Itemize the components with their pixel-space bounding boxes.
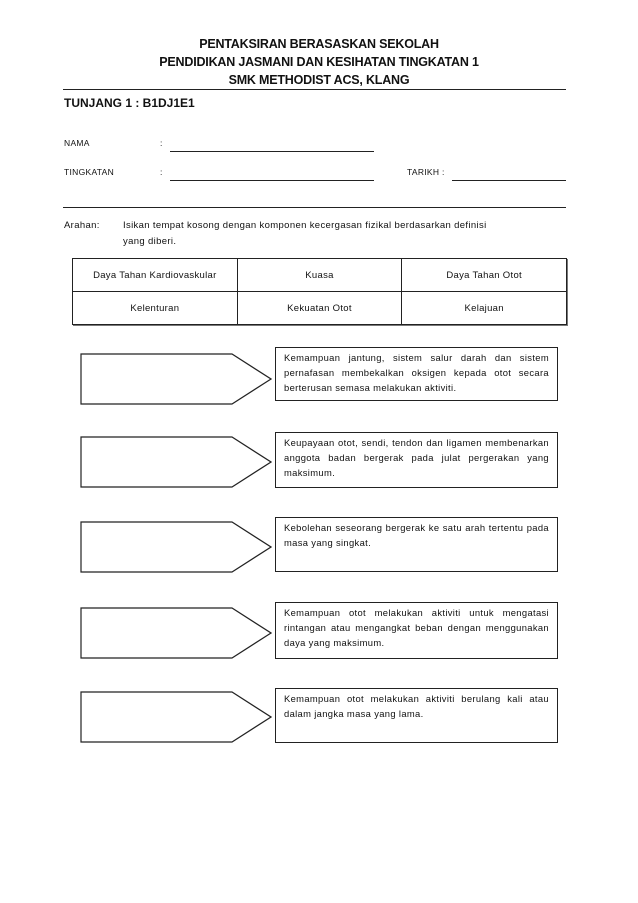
options-row: [73, 292, 567, 325]
tingkatan-colon: :: [160, 167, 163, 177]
tunjang-title: TUNJANG 1 : B1DJ1E1: [64, 96, 195, 110]
option-cell: Kelajuan: [402, 292, 567, 325]
answer-arrow-box-5[interactable]: [80, 691, 272, 743]
definition-box-4: Kemampuan otot melakukan aktiviti untuk mengatasi rintangan atau mengangkat beban dengan menggunakan daya yang maksimum.: [275, 602, 558, 659]
arahan-text-1: Isikan tempat kosong dengan komponen kecergasan fizikal berdasarkan definisi: [123, 220, 487, 231]
header-line-1: PENTAKSIRAN BERASASKAN SEKOLAH: [199, 37, 439, 51]
arahan-label: Arahan:: [64, 220, 100, 231]
nama-label: NAMA: [64, 138, 90, 148]
option-cell: Daya Tahan Otot: [402, 259, 567, 292]
answer-arrow-box-3[interactable]: [80, 521, 272, 573]
header-rule: [63, 89, 566, 90]
option-cell: Kekuatan Otot: [237, 292, 402, 325]
nama-colon: :: [160, 138, 163, 148]
answer-arrow-box-2[interactable]: [80, 436, 272, 488]
tingkatan-label: TINGKATAN: [64, 167, 115, 177]
option-cell: Kelenturan: [73, 292, 238, 325]
definition-box-5: Kemampuan otot melakukan aktiviti berulang kali atau dalam jangka masa yang lama.: [275, 688, 558, 743]
options-row: [73, 259, 567, 292]
section-rule: [63, 207, 566, 208]
options-table: [72, 258, 567, 325]
arahan-text-2: yang diberi.: [123, 236, 177, 247]
tingkatan-field[interactable]: [170, 180, 374, 181]
header-line-3: SMK METHODIST ACS, KLANG: [228, 73, 410, 87]
option-cell: Daya Tahan Kardiovaskular: [73, 259, 238, 292]
definition-box-1: Kemampuan jantung, sistem salur darah dan sistem pernafasan membekalkan oksigen kepada otot secara berterusan semasa melakukan aktiviti.: [275, 347, 558, 401]
tarikh-field[interactable]: [452, 180, 566, 181]
nama-field[interactable]: [170, 151, 374, 152]
answer-arrow-box-1[interactable]: [80, 353, 272, 405]
header-line-2: PENDIDIKAN JASMANI DAN KESIHATAN TINGKATAN 1: [159, 55, 479, 69]
definition-box-3: Kebolehan seseorang bergerak ke satu arah tertentu pada masa yang singkat.: [275, 517, 558, 572]
tarikh-label: TARIKH :: [407, 167, 445, 177]
answer-arrow-box-4[interactable]: [80, 607, 272, 659]
definition-box-2: Keupayaan otot, sendi, tendon dan ligamen membenarkan anggota badan bergerak pada julat pergerakan yang maksimum.: [275, 432, 558, 488]
option-cell: Kuasa: [237, 259, 402, 292]
